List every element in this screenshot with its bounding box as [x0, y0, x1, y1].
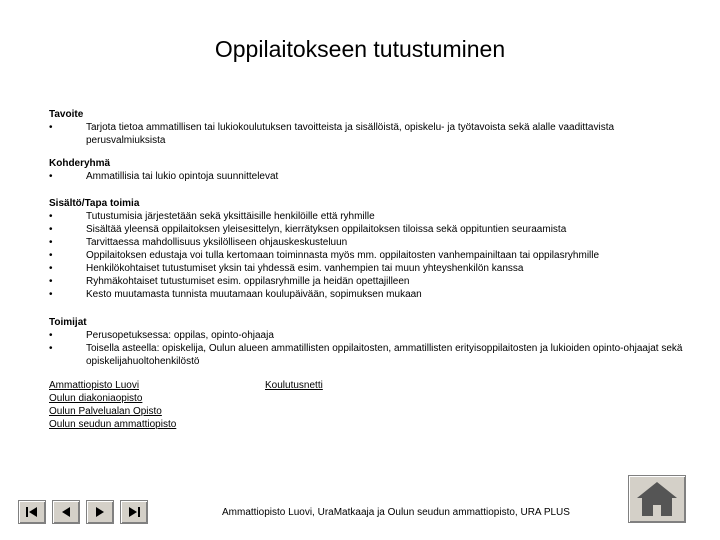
link-oulun-diakoniaopisto[interactable]: Oulun diakoniaopisto — [49, 393, 143, 404]
school-links — [49, 379, 176, 431]
section-toimijat — [49, 316, 689, 368]
list-item — [49, 329, 689, 342]
last-slide-icon — [126, 505, 142, 519]
bullet: • — [49, 171, 53, 182]
first-slide-icon — [24, 505, 40, 519]
list-item — [49, 249, 689, 262]
section-sisalto — [49, 197, 689, 301]
bullet: • — [49, 237, 53, 248]
list-item-text: Ammatillisia tai lukio opintoja suunnittelevat — [86, 171, 279, 182]
list-item — [49, 121, 689, 147]
list-item — [49, 170, 689, 183]
footer-text: Ammattiopisto Luovi, UraMatkaaja ja Oulun seudun ammattiopisto, URA PLUS — [222, 507, 570, 518]
list-item-text: Henkilökohtaiset tutustumiset yksin tai yhdessä esim. vanhempien tai muun yhteyshenkilön kanssa — [86, 263, 524, 274]
bullet: • — [49, 263, 53, 274]
next-slide-icon — [92, 505, 108, 519]
bullet: • — [49, 211, 53, 222]
list-item — [49, 288, 689, 301]
previous-slide-button[interactable] — [52, 500, 80, 524]
link-koulutusnetti[interactable]: Koulutusnetti — [265, 380, 323, 391]
link-oulun-palvelualan-opisto[interactable]: Oulun Palvelualan Opisto — [49, 406, 162, 417]
list-item-text: Ryhmäkohtaiset tutustumiset esim. oppilasryhmille ja heidän opettajilleen — [86, 276, 410, 287]
section-heading: Sisältö/Tapa toimia — [49, 198, 140, 209]
list-item-text: Perusopetuksessa: oppilas, opinto-ohjaaja — [86, 330, 274, 341]
bullet: • — [49, 343, 53, 354]
slide-navigation — [18, 500, 148, 524]
list-item — [49, 275, 689, 288]
list-item-text: Oppilaitoksen edustaja voi tulla kertomaan toiminnasta myös mm. oppilaitosten vanhempainiltaan tai oppilasryhmille — [86, 250, 600, 261]
bullet: • — [49, 276, 53, 287]
section-tavoite — [49, 108, 689, 147]
list-item-text: Tutustumisia järjestetään sekä yksittäisille henkilöille että ryhmille — [86, 211, 375, 222]
first-slide-button[interactable] — [18, 500, 46, 524]
section-heading: Kohderyhmä — [49, 158, 111, 169]
bullet: • — [49, 122, 53, 133]
home-icon — [629, 476, 685, 522]
bullet: • — [49, 289, 53, 300]
list-item-text: Tarjota tietoa ammatillisen tai lukiokoulutuksen tavoitteista ja sisällöistä, opiskelu- ja työtavoista sekä alalle vaadittavista perusvalmiuksista — [86, 122, 615, 146]
list-item-text: Kesto muutamasta tunnista muutamaan koulupäivään, sopimuksen mukaan — [86, 289, 422, 300]
last-slide-button[interactable] — [120, 500, 148, 524]
link-oulun-seudun-ammattiopisto[interactable]: Oulun seudun ammattiopisto — [49, 419, 177, 430]
link-ammattiopisto-luovi[interactable]: Ammattiopisto Luovi — [49, 380, 140, 391]
section-heading: Tavoite — [49, 109, 84, 120]
list-item-text: Tarvittaessa mahdollisuus yksilölliseen ohjauskeskusteluun — [86, 237, 348, 248]
home-button[interactable] — [628, 475, 686, 523]
list-item — [49, 210, 689, 223]
previous-slide-icon — [58, 505, 74, 519]
bullet: • — [49, 250, 53, 261]
bullet: • — [49, 224, 53, 235]
list-item — [49, 236, 689, 249]
list-item-text: Sisältää yleensä oppilaitoksen yleisesittelyn, kierrätyksen oppilaitoksen tiloissa sekä oppituntien seuraamista — [86, 224, 567, 235]
list-item-text: Toisella asteella: opiskelija, Oulun alueen ammatillisten oppilaitosten, ammatillisten erityisoppilaitosten ja lukioiden opinto-ohjaajat sekä opiskelijahuoltohenkilöstö — [86, 343, 683, 367]
section-kohderyhma — [49, 157, 689, 183]
next-slide-button[interactable] — [86, 500, 114, 524]
list-item — [49, 342, 689, 368]
list-item — [49, 223, 689, 236]
bullet: • — [49, 330, 53, 341]
section-heading: Toimijat — [49, 317, 87, 328]
list-item — [49, 262, 689, 275]
page-title: Oppilaitokseen tutustuminen — [214, 36, 506, 62]
